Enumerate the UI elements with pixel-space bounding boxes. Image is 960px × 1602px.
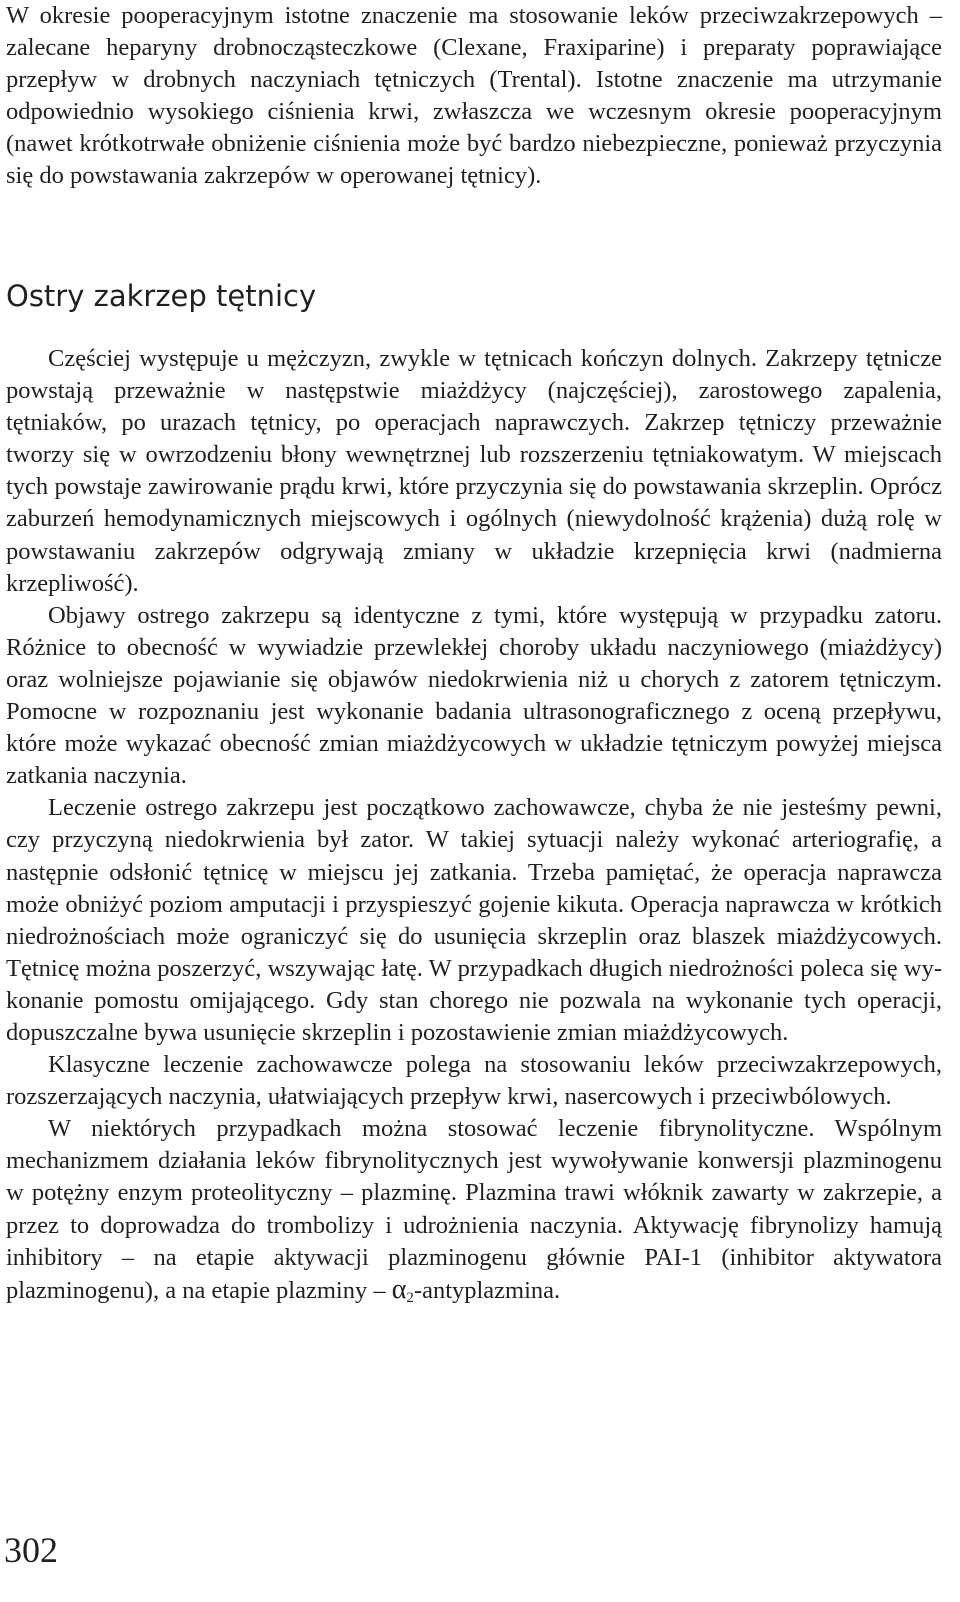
page-number: 302: [4, 1530, 58, 1570]
section-paragraph: Klasyczne leczenie zachowawcze polega na stosowaniu leków przeciwzakrzepowych, rozszerzających naczynia, ułatwiających przepływ krwi, nasercowych i przeciwbólowych.: [6, 1051, 942, 1111]
section-body: [6, 343, 942, 1314]
alpha-symbol: α: [391, 1273, 407, 1305]
section-paragraph: Częściej występuje u mężczyzn, zwykle w tętnicach kończyn dolnych. Zakrzepy tętnicze powstają przeważnie w następstwie miażdżycy (najczęściej), zarostowego zapalenia, tętniaków, po urazach tętnicy, po operacjach naprawczych. Zakrzep tętniczy przeważnie tworzy się w owrzodzeniu błony wewnętrznej lub rozszerzeniu tętniakowatym. W miejscach tych powstaje zawirowanie prądu krwi, które przyczynia się do powstawania skrzeplin. Oprócz zaburzeń hemodynamicznych miejscowych i ogólnych (niewydolność krążenia) dużą rolę w powstawaniu zakrzepów odgrywają zmiany w układzie krzepnięcia krwi (nadmierna krzepliwość).: [6, 345, 942, 597]
section-paragraph: Objawy ostrego zakrzepu są identyczne z tymi, które występują w przypadku zatoru. Różnice to obecność w wywiadzie przewlekłej choroby układu naczyniowego (miażdżycy) oraz wolniejsze pojawianie się objawów niedokrwienia niż u chorych z zatorem tętniczym. Pomocne w rozpoznaniu jest wykonanie badania ultrasonograficznego z oceną przepływu, które może wykazać obecność zmian miażdżycowych w układzie tętniczym powyżej miejsca zatkania naczynia.: [6, 601, 942, 790]
fibrinolysis-tail: -antyplazmina.: [413, 1276, 561, 1304]
alpha-subscript: 2: [406, 1289, 414, 1306]
section-paragraph: Leczenie ostrego zakrzepu jest początkowo zachowawcze, chyba że nie jesteśmy pewni, czy przyczyną niedokrwienia był zator. W takiej sytuacji należy wykonać arteriografię, a następnie odsłonić tętnicę w miejscu jej zatkania. Trzeba pamiętać, że operacja naprawcza może obniżyć poziom amputacji i przyspieszyć gojenie kikuta. Operacja naprawcza w krótkich niedrożnościach może ograniczyć się do usunięcia skrzeplin oraz blaszek miażdżycowych. Tętnicę można poszerzyć, wszywając łatę. W przypadkach długich niedrożności poleca się wykonanie pomostu omijającego. Gdy stan chorego nie pozwala na wykonanie tych operacji, dopuszczalne bywa usunięcie skrzeplin i pozostawienie zmian miażdżycowych.: [6, 794, 942, 1046]
fibrinolysis-text: W niektórych przypadkach można stosować leczenie fibrynolityczne. Wspólnym mechanizmem działania leków fibrynolitycznych jest wywoływanie konwersji plazminogenu w potężny enzym proteolityczny – plazminę. Plazmina trawi włóknik zawarty w zakrzepie, a przez to doprowadza do trombolizy i udrożnienia naczynia. Aktywację fibrynolizy hamują inhibitory – na etapie aktywacji plazminogenu głównie PAI-1 (inhibitor aktywatora plazminogenu), a na etapie plazminy –: [6, 1115, 942, 1304]
section-heading: Ostry zakrzep tętnicy: [6, 279, 317, 313]
intro-paragraph: W okresie pooperacyjnym istotne znaczenie ma stosowanie leków przeciwzakrzepowych – zalecane heparyny drobnocząsteczkowe (Clexane, Fraxiparine) i preparaty poprawiające przepływ w drobnych naczyniach tętniczych (Trental). Istotne znaczenie ma utrzymanie odpowiednio wysokiego ciśnienia krwi, zwłaszcza we wczesnym okresie pooperacyjnym (nawet krótkotrwałe obniżenie ciśnienia może być bardzo niebezpieczne, ponieważ przyczynia się do powstawania zakrzepów w operowanej tętnicy).: [6, 2, 942, 190]
section-paragraph-fibrinolysis: [6, 1113, 942, 1314]
